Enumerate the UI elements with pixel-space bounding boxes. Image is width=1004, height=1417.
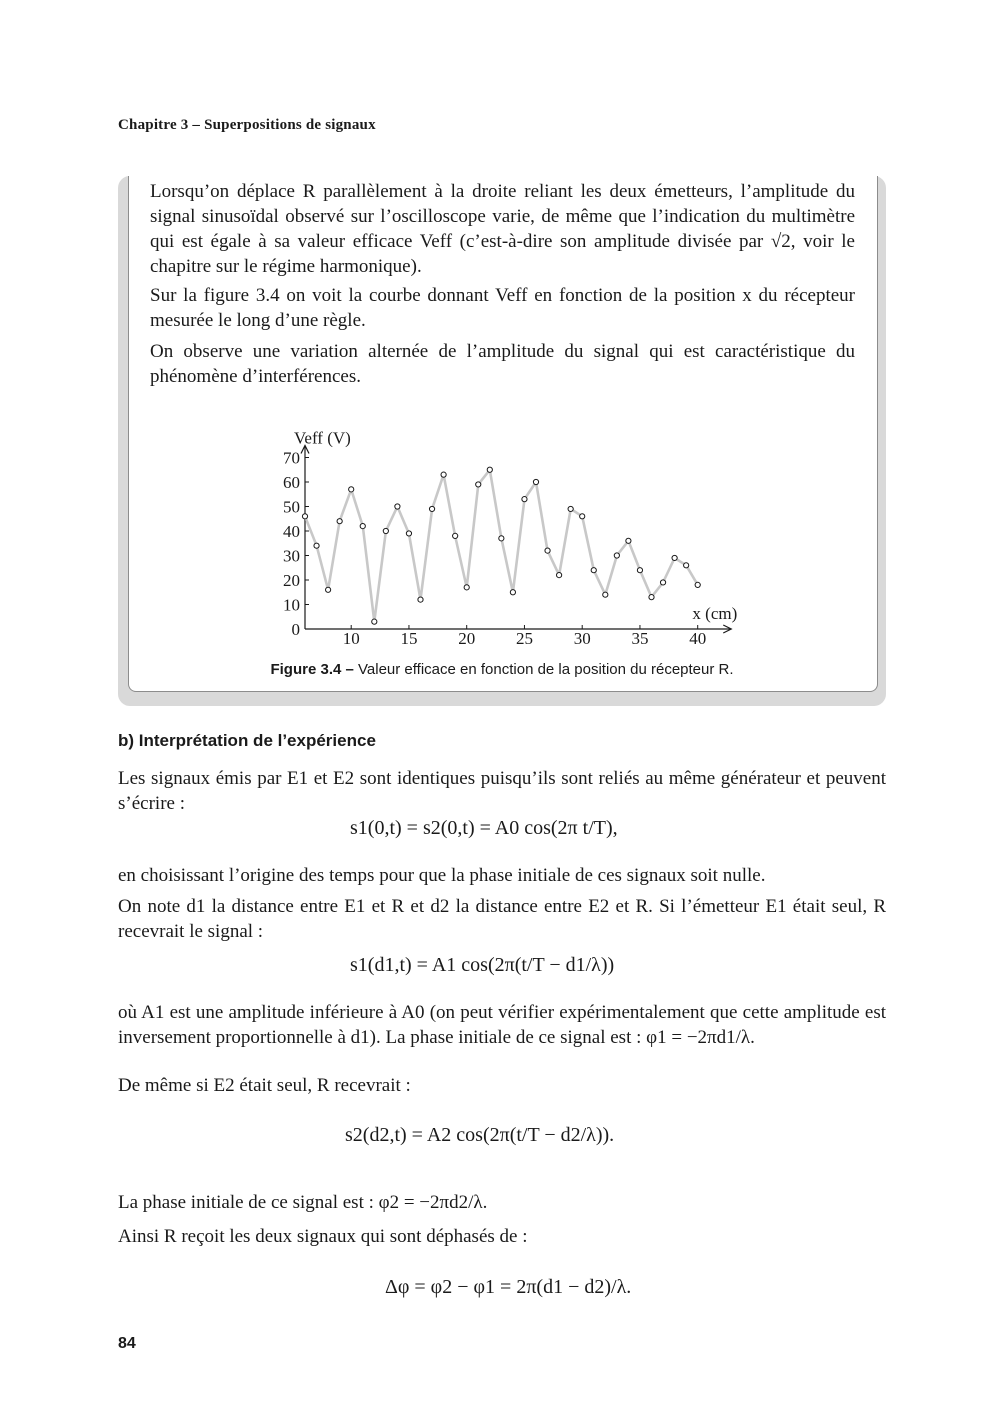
x-tick-label: 40	[689, 629, 707, 648]
data-point	[349, 487, 354, 492]
y-tick-label: 70	[283, 448, 300, 468]
y-tick-label: 60	[283, 473, 300, 492]
data-point	[476, 482, 481, 487]
y-tick-label: 30	[283, 546, 300, 566]
data-point	[684, 563, 689, 568]
data-point	[522, 497, 527, 502]
box-paragraph-2: Sur la figure 3.4 on voit la courbe donnant Veff en fonction de la position x du récepteur mesurée le long d’une règle.	[150, 285, 855, 331]
section-paragraph-5: De même si E2 était seul, R recevrait :	[118, 1075, 411, 1096]
equation-2: s1(d1,t) = A1 cos(2π(t/T − d1/λ))	[350, 954, 615, 976]
data-point	[372, 619, 377, 624]
data-point	[314, 543, 319, 548]
x-tick-label: 30	[573, 629, 591, 648]
page-number: 84	[118, 1335, 136, 1352]
y-tick-label: 50	[283, 497, 300, 517]
data-point	[660, 580, 665, 585]
data-point	[337, 519, 342, 524]
data-point	[302, 514, 307, 519]
data-point	[406, 531, 411, 536]
x-tick-label: 20	[458, 629, 476, 648]
chapter-header: Chapitre 3 – Superpositions de signaux	[118, 117, 376, 133]
section-title: b) Interprétation de l’expérience	[118, 731, 376, 750]
data-point	[637, 568, 642, 573]
data-point	[499, 536, 504, 541]
x-tick-label: 10	[342, 629, 360, 648]
data-point	[695, 582, 700, 587]
data-point	[360, 524, 365, 529]
section-paragraph-7: Ainsi R reçoit les deux signaux qui sont déphasés de :	[118, 1226, 528, 1247]
data-point	[557, 573, 562, 578]
section-paragraph-2: en choisissant l’origine des temps pour que la phase initiale de ces signaux soit nulle.	[118, 865, 766, 886]
box-paragraph-3: On observe une variation alternée de l’amplitude du signal qui est caractéristique du phénomène d’interférences.	[150, 341, 855, 387]
x-tick-label: 15	[400, 629, 418, 648]
y-axis-label: Veff (V)	[294, 428, 351, 448]
section-paragraph-1: Les signaux émis par E1 et E2 sont identiques puisqu’ils sont reliés au même générateur et peuvent s’écrire :	[118, 768, 886, 814]
figure-caption	[128, 661, 876, 678]
y-tick-label: 40	[283, 522, 300, 541]
data-point	[580, 514, 585, 519]
data-point	[545, 548, 550, 553]
data-point	[614, 553, 619, 558]
data-point	[441, 472, 446, 477]
section-paragraph-3: On note d1 la distance entre E1 et R et d2 la distance entre E2 et R. Si l’émetteur E1 était seul, R recevrait le signal :	[118, 896, 886, 942]
data-point	[453, 533, 458, 538]
caption-text: Valeur efficace en fonction de la position du récepteur R.	[358, 661, 734, 678]
equation-1: s1(0,t) = s2(0,t) = A0 cos(2π t/T),	[350, 817, 618, 839]
section-paragraph-4: où A1 est une amplitude inférieure à A0 (on peut vérifier expérimentalement que cette amplitude est inversement proportionnelle à d1). La phase initiale de ce signal est : φ1 = −2πd1/λ.	[118, 1002, 886, 1048]
data-point	[326, 587, 331, 592]
data-point	[487, 467, 492, 472]
data-point	[626, 538, 631, 543]
series-line	[305, 470, 698, 622]
equation-4: Δφ = φ2 − φ1 = 2π(d1 − d2)/λ.	[385, 1276, 632, 1298]
section-paragraph-6: La phase initiale de ce signal est : φ2 = −2πd2/λ.	[118, 1192, 488, 1213]
x-tick-label: 35	[631, 629, 649, 648]
data-point	[533, 479, 538, 484]
data-point	[649, 595, 654, 600]
data-point	[383, 528, 388, 533]
data-point	[464, 585, 469, 590]
data-point	[429, 506, 434, 511]
y-tick-label: 10	[283, 595, 300, 615]
data-point	[568, 506, 573, 511]
data-point	[591, 568, 596, 573]
equation-3: s2(d2,t) = A2 cos(2π(t/T − d2/λ)).	[345, 1124, 615, 1146]
data-point	[603, 592, 608, 597]
caption-label: Figure 3.4 –	[270, 661, 354, 678]
y-tick-label: 20	[283, 571, 300, 590]
data-point	[418, 597, 423, 602]
x-tick-label: 25	[515, 629, 533, 648]
data-point	[672, 555, 677, 560]
box-paragraph-1: Lorsqu’on déplace R parallèlement à la droite reliant les deux émetteurs, l’amplitude du signal sinusoïdal observé sur l’oscilloscope varie, de même que l’indication du multimètre qui est égale à sa valeur efficace Veff (c’est-à-dire son amplitude divisée par √2, voir le chapitre sur le régime harmonique).	[150, 181, 855, 277]
y-tick-label: 0	[291, 620, 300, 639]
data-point	[510, 590, 515, 595]
data-point	[395, 504, 400, 509]
x-axis-label: x (cm)	[692, 604, 738, 623]
